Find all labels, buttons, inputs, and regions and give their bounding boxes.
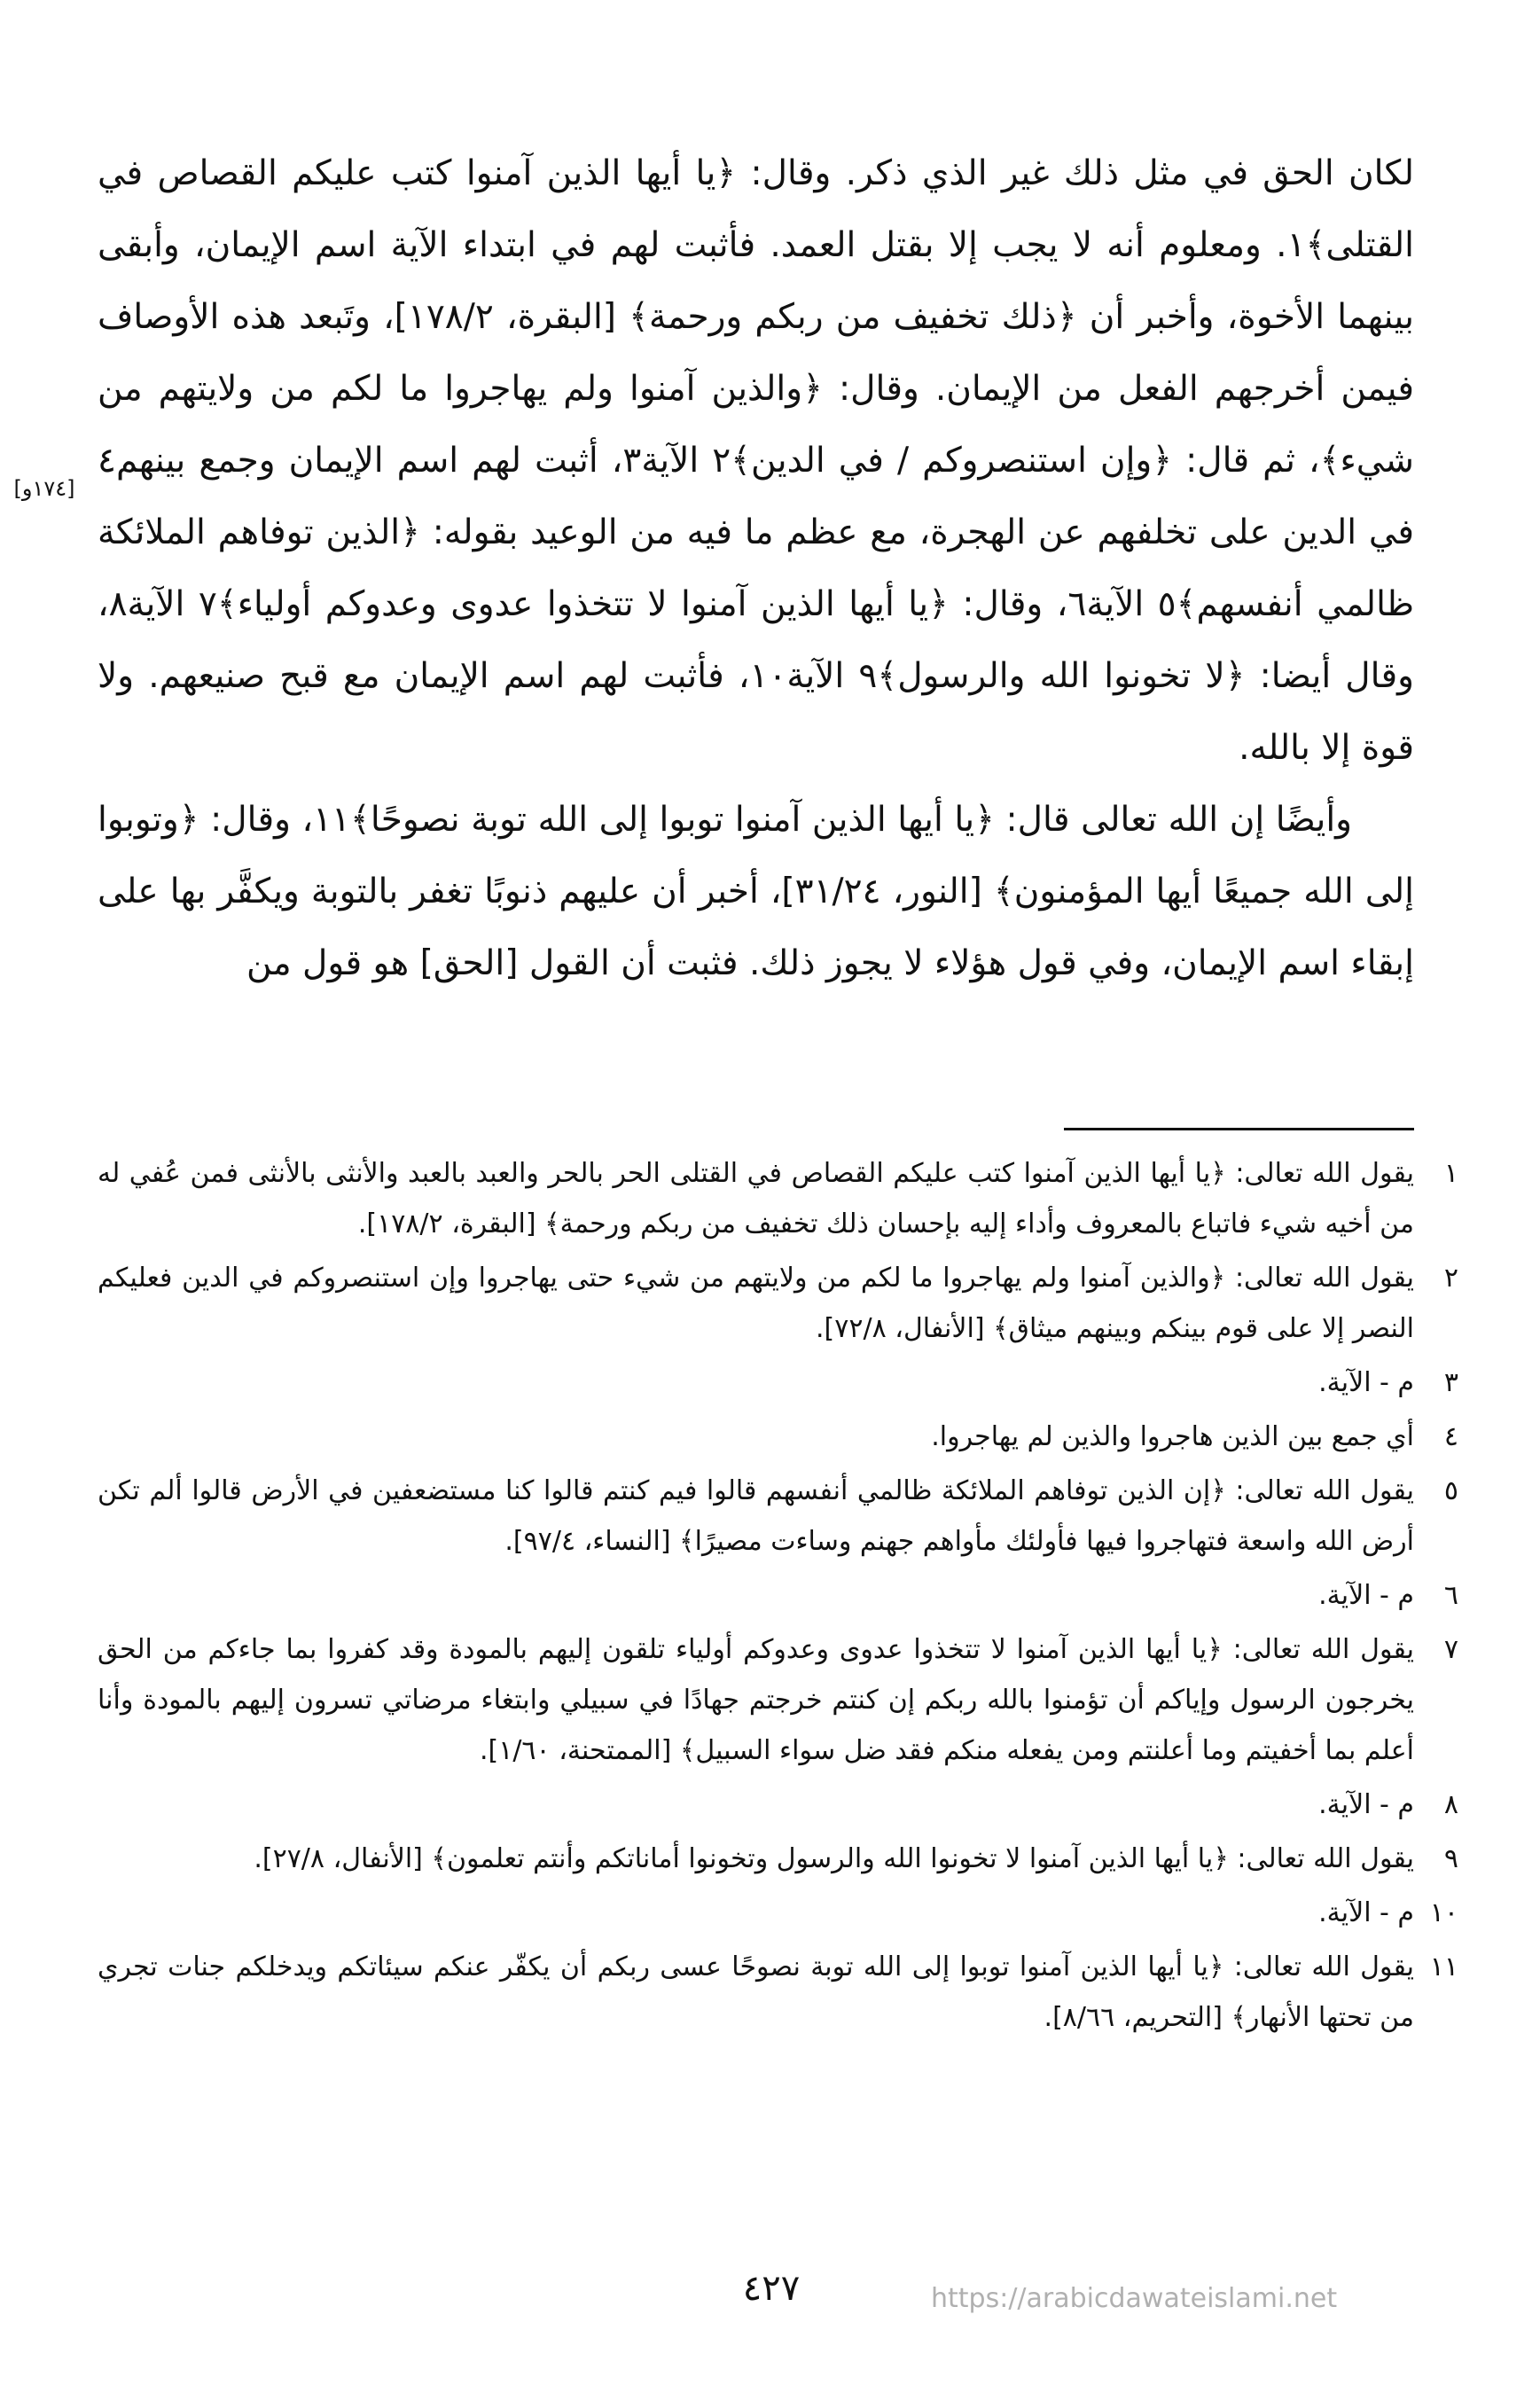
footnote-number: ١: [1443, 1158, 1458, 1189]
footnote-separator: [1064, 1128, 1414, 1130]
footnote-number: ١١: [1429, 1951, 1458, 1982]
footnote-10: [98, 1888, 1458, 1938]
footnote-5: [98, 1466, 1458, 1567]
footnote-number: ١٠: [1429, 1897, 1458, 1928]
footnote-3: [98, 1357, 1458, 1408]
footnote-text: يقول الله تعالى: ﴿يا أيها الذين آمنوا لا تتخذوا عدوى وعدوكم أولياء تلقون إليهم بالمودة وقد كفروا بما جاءكم من الحق يخرجون الرسول وإياكم أن تؤمنوا بالله ربكم إن كنتم خرجتم جهادًا في سبيلي وابتغاء مرضاتي تسرون إليهم بالمودة وأنا أعلم بما أخفيتم وما أعلنتم ومن يفعله منكم فقد ضل سواء السبيل﴾ [الممتحنة، ١/٦٠].: [98, 1634, 1414, 1766]
footnote-number: ٩: [1443, 1843, 1458, 1874]
main-paragraph-2: وأيضًا إن الله تعالى قال: ﴿يا أيها الذين آمنوا توبوا إلى الله توبة نصوحًا﴾١١، وقال: ﴿وتوبوا إلى الله جميعًا أيها المؤمنون﴾ [النور، ٣١/٢٤]، أخبر أن عليهم ذنوبًا تغفر بالتوبة ويكفَّر بها على إبقاء اسم الإيمان، وفي قول هؤلاء لا يجوز ذلك. فثبت أن القول [الحق] هو قول من: [98, 800, 1414, 983]
footnote-number: ٥: [1443, 1475, 1458, 1506]
footnote-text: يقول الله تعالى: ﴿يا أيها الذين آمنوا توبوا إلى الله توبة نصوحًا عسى ربكم أن يكفّر عنكم سيئاتكم ويدخلكم جنات تجري من تحتها الأنهار﴾ [التحريم، ٨/٦٦].: [98, 1951, 1414, 2033]
footnote-text: يقول الله تعالى: ﴿إن الذين توفاهم الملائكة ظالمي أنفسهم قالوا فيم كنتم قالوا كنا مستضعفين في الأرض قالوا ألم تكن أرض الله واسعة فتهاجروا فيها فأولئك مأواهم جهنم وساءت مصيرًا﴾ [النساء، ٩٧/٤].: [98, 1475, 1414, 1557]
watermark-url: https://arabicdawateislami.net: [931, 2283, 1338, 2314]
footnote-number: ٤: [1443, 1421, 1458, 1452]
footnote-text: م - الآية.: [1318, 1367, 1414, 1398]
footnote-number: ٨: [1443, 1789, 1458, 1820]
footnote-9: [98, 1834, 1458, 1884]
footnote-text: أي جمع بين الذين هاجروا والذين لم يهاجروا.: [931, 1421, 1414, 1452]
footnote-1: [98, 1148, 1458, 1249]
footnote-number: ٣: [1443, 1367, 1458, 1398]
footnote-text: يقول الله تعالى: ﴿يا أيها الذين آمنوا لا تخونوا الله والرسول وتخونوا أماناتكم وأنتم تعلمون﴾ [الأنفال، ٢٧/٨].: [254, 1843, 1414, 1874]
footnote-number: ٢: [1443, 1263, 1458, 1294]
main-paragraph-1: لكان الحق في مثل ذلك غير الذي ذكر. وقال: ﴿يا أيها الذين آمنوا كتب عليكم القصاص في القتلى﴾١. ومعلوم أنه لا يجب إلا بقتل العمد. فأثبت لهم في ابتداء الآية اسم الإيمان، وأبقى بينهما الأخوة، وأخبر أن ﴿ذلك تخفيف من ربكم ورحمة﴾ [البقرة، ١٧٨/٢]، وتَبعد هذه الأوصاف فيمن أخرجهم الفعل من الإيمان. وقال: ﴿والذين آمنوا ولم يهاجروا ما لكم من ولايتهم من شيء﴾، ثم قال: ﴿وإن استنصروكم / في الدين﴾٢ الآية٣، أثبت لهم اسم الإيمان وجمع بينهم٤ في الدين على تخلفهم عن الهجرة، مع عظم ما فيه من الوعيد بقوله: ﴿الذين توفاهم الملائكة ظالمي أنفسهم﴾٥ الآية٦، وقال: ﴿يا أيها الذين آمنوا لا تتخذوا عدوى وعدوكم أولياء﴾٧ الآية٨، وقال أيضا: ﴿لا تخونوا الله والرسول﴾٩ الآية١٠، فأثبت لهم اسم الإيمان مع قبح صنيعهم. ولا قوة إلا بالله.: [98, 153, 1415, 768]
footnote-text: يقول الله تعالى: ﴿يا أيها الذين آمنوا كتب عليكم القصاص في القتلى الحر بالحر والعبد بالعبد والأنثى بالأنثى فمن عُفي له من أخيه شيء فاتباع بالمعروف وأداء إليه بإحسان ذلك تخفيف من ربكم ورحمة﴾ [البقرة، ١٧٨/٢].: [98, 1158, 1414, 1239]
page-number: ٤٢٧: [742, 2268, 801, 2309]
footnote-6: [98, 1570, 1458, 1621]
footnote-11: [98, 1942, 1458, 2043]
footnote-text: م - الآية.: [1318, 1580, 1414, 1611]
footnote-4: [98, 1411, 1458, 1462]
footnote-text: م - الآية.: [1318, 1789, 1414, 1820]
footnote-2: [98, 1253, 1458, 1354]
footnotes: [98, 1148, 1458, 2046]
margin-folio-marker: [١٧٤و]: [13, 476, 75, 501]
main-text: [98, 137, 1414, 999]
footnote-8: [98, 1779, 1458, 1830]
footnote-text: يقول الله تعالى: ﴿والذين آمنوا ولم يهاجروا ما لكم من ولايتهم من شيء حتى يهاجروا وإن استنصروكم في الدين فعليكم النصر إلا على قوم بينكم وبينهم ميثاق﴾ [الأنفال، ٧٢/٨].: [98, 1263, 1414, 1344]
footnote-number: ٦: [1443, 1580, 1458, 1611]
footnote-text: م - الآية.: [1318, 1897, 1414, 1928]
footnote-7: [98, 1624, 1458, 1776]
footnote-number: ٧: [1443, 1634, 1458, 1665]
